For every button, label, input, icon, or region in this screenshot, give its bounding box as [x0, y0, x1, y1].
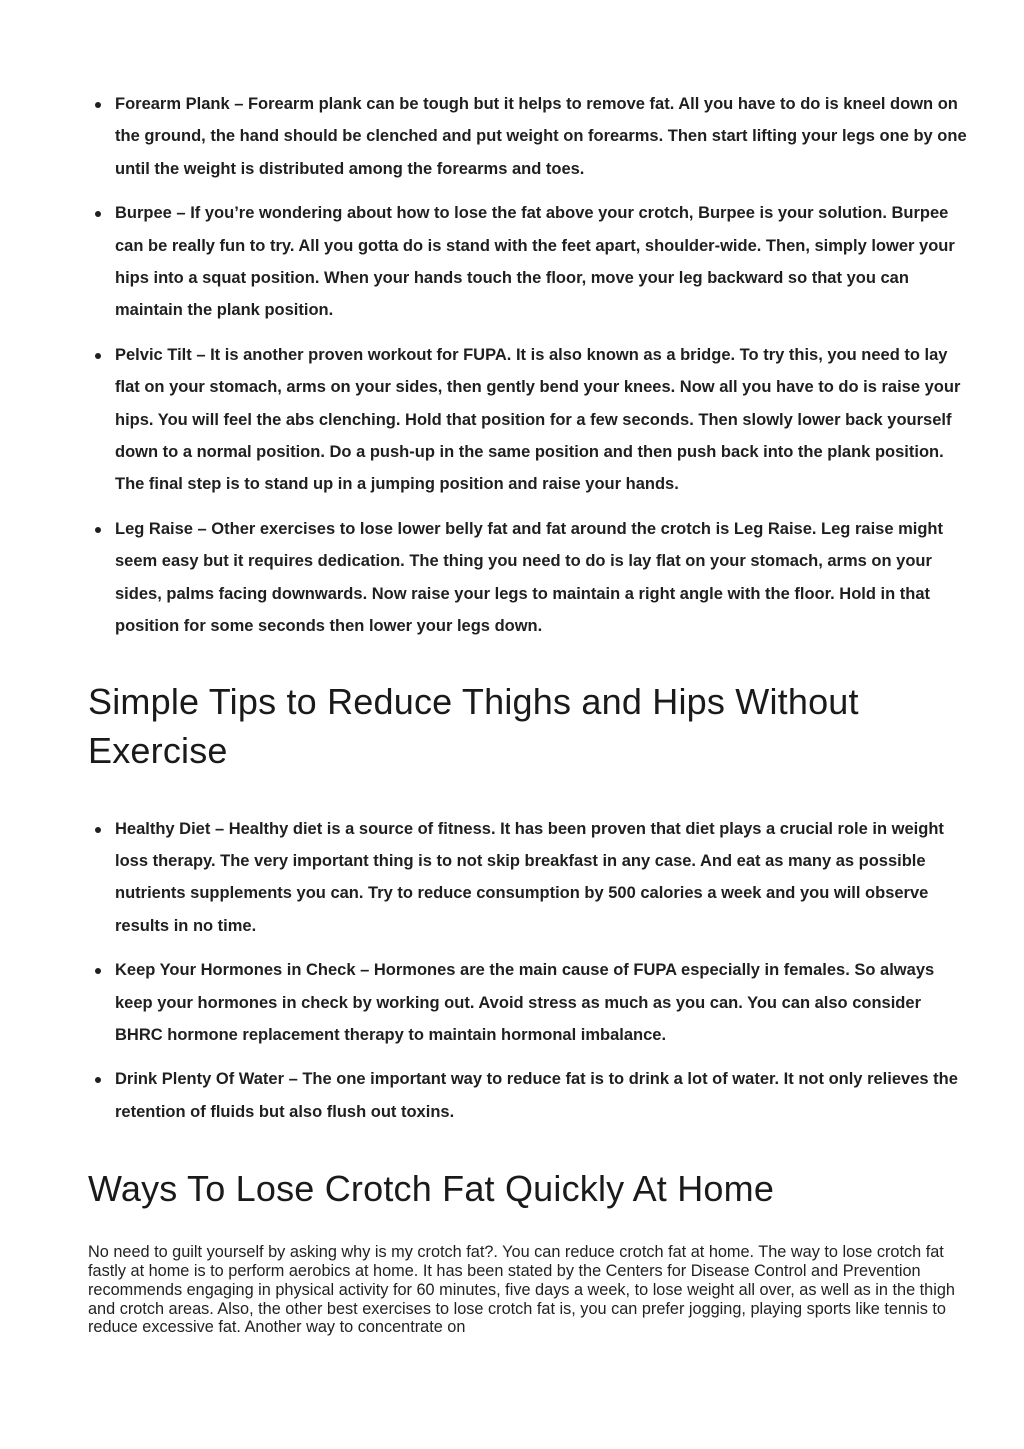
list-item-text: Drink Plenty Of Water – The one important way to reduce fat is to drink a lot of water. It not only relieves the retention of fluids but also flush out toxins.	[115, 1070, 958, 1121]
document-page	[88, 88, 968, 1337]
bullet-icon	[95, 527, 101, 533]
bullet-icon	[95, 827, 101, 833]
list-item-text: Healthy Diet – Healthy diet is a source of fitness. It has been proven that diet plays a crucial role in weight loss therapy. The very important thing is to not skip breakfast in any case. And eat as many as possible nutrients supplements you can. Try to reduce consumption by 500 calories a week and you will observe results in no time.	[115, 819, 944, 935]
list-item-forearm-plank	[88, 88, 968, 185]
list-item-text: Pelvic Tilt – It is another proven workout for FUPA. It is also known as a bridge. To try this, you need to lay flat on your stomach, arms on your sides, then gently bend your knees. Now all you have to do is raise your hips. You will feel the abs clenching. Hold that position for a few seconds. Then slowly lower back yourself down to a normal position. Do a push-up in the same position and then push back into the plank position. The final step is to stand up in a jumping position and raise your hands.	[115, 345, 961, 494]
section-heading-tips: Simple Tips to Reduce Thighs and Hips Without Exercise	[88, 680, 859, 771]
body-paragraph: No need to guilt yourself by asking why is my crotch fat?. You can reduce crotch fat at home. The way to lose crotch fat fastly at home is to perform aerobics at home. It has been stated by the Centers for Disease Control and Prevention recommends engaging in physical activity for 60 minutes, five days a week, to lose weight all over, as well as in the thigh and crotch areas. Also, the other best exercises to lose crotch fat is, you can prefer jogging, playing sports like tennis to reduce excessive fat. Another way to concentrate on	[88, 1243, 955, 1337]
list-item-text: Keep Your Hormones in Check – Hormones are the main cause of FUPA especially in females. So always keep your hormones in check by working out. Avoid stress as much as you can. You can also consider BHRC hormone replacement therapy to maintain hormonal imbalance.	[115, 961, 935, 1044]
bullet-icon	[95, 968, 101, 974]
tips-list	[88, 813, 968, 1129]
list-item-water	[88, 1063, 968, 1128]
bullet-icon	[95, 211, 101, 217]
list-item-leg-raise	[88, 513, 968, 643]
exercise-list	[88, 88, 968, 643]
bullet-icon	[95, 102, 101, 108]
list-item-burpee	[88, 197, 968, 327]
bullet-icon	[95, 1077, 101, 1083]
list-item-text: Burpee – If you’re wondering about how to lose the fat above your crotch, Burpee is your solution. Burpee can be really fun to try. All you gotta do is stand with the feet apart, shoulder-wide. Then, simply lower your hips into a squat position. When your hands touch the floor, move your leg backward so that you can maintain the plank position.	[115, 204, 955, 320]
list-item-hormones	[88, 954, 968, 1051]
list-item-healthy-diet	[88, 813, 968, 943]
list-item-text: Forearm Plank – Forearm plank can be tough but it helps to remove fat. All you have to do is kneel down on the ground, the hand should be clenched and put weight on forearms. Then start lifting your legs one by one until the weight is distributed among the forearms and toes.	[115, 95, 967, 178]
list-item-pelvic-tilt	[88, 339, 968, 501]
list-item-text: Leg Raise – Other exercises to lose lower belly fat and fat around the crotch is Leg Raise. Leg raise might seem easy but it requires dedication. The thing you need to do is lay flat on your stomach, arms on your sides, palms facing downwards. Now raise your legs to maintain a right angle with the floor. Hold in that position for some seconds then lower your legs down.	[115, 519, 943, 636]
section-heading-ways: Ways To Lose Crotch Fat Quickly At Home	[88, 1168, 775, 1210]
bullet-icon	[95, 353, 101, 359]
